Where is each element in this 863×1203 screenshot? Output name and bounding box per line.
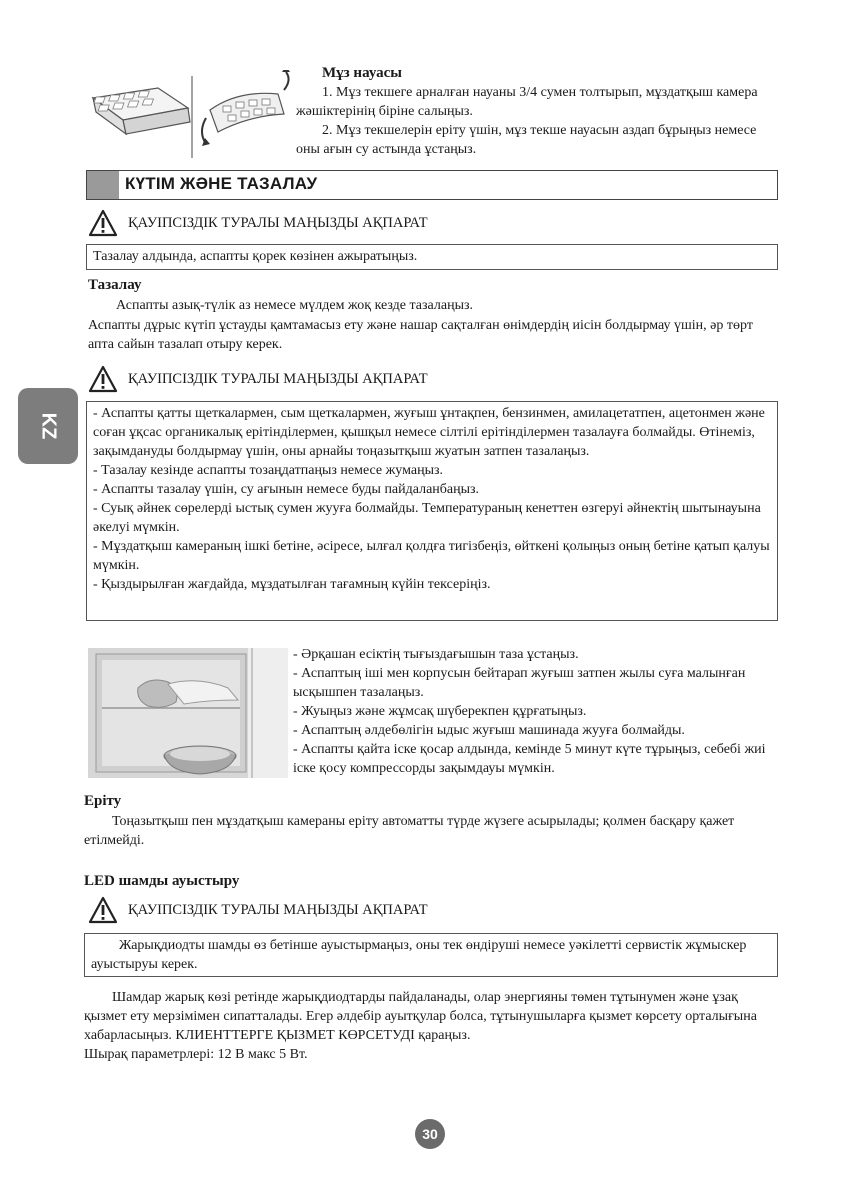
cleaning-heading: Тазалау — [88, 277, 142, 293]
language-tab-label: KZ — [37, 412, 60, 440]
warning-item: - Қыздырылған жағдайда, мұздатылған тағамның күйін тексеріңіз. — [93, 577, 491, 592]
language-side-tab — [18, 388, 78, 464]
warning-icon — [88, 896, 118, 924]
warning-item: - Аспапты тазалау үшін, су ағынын немесе буды пайдаланбаңыз. — [93, 482, 480, 497]
warning-item: - Мұздатқыш камераның ішкі бетіне, әсіресе, ылғал қолдға тигізбеңіз, өйткені қолыңыз оның бетіне қатып қалуы мүмкін. — [93, 539, 770, 573]
safety-warning-header-1 — [88, 206, 428, 240]
cleaning-tip: - Жуыңыз және жұмсақ шүберекпен құрғатыңыз. — [293, 704, 587, 719]
defrost-text: Тоңазытқыш пен мұздатқыш камераны еріту автоматты түрде жүзеге асырылады; қолмен басқару қажет етілмейді. — [84, 814, 735, 848]
section-title: КҮТІМ ЖӘНЕ ТАЗАЛАУ — [125, 174, 318, 193]
ice-tray-text — [296, 64, 776, 159]
ice-tray-title: Мұз науасы — [322, 65, 402, 81]
page-number: 30 — [415, 1119, 445, 1149]
safety-warning-box-2 — [86, 401, 778, 621]
safety-warning-box-1 — [86, 244, 778, 270]
led-heading: LED шамды ауыстыру — [84, 873, 240, 889]
safety-warning-label: ҚАУІПСІЗДІК ТУРАЛЫ МАҢЫЗДЫ АҚПАРАТ — [128, 901, 428, 918]
led-paragraph-1: Шамдар жарық көзі ретінде жарықдиодтарды пайдаланады, олар энергияны төмен тұтынумен және ұзақ қызмет ету мерзімімен сипатталады. Егер әлдебір ауытқулар болса, тұтынушыларға қызмет көрсету орталығына хабарласыңыз. КЛИЕНТТЕРГЕ ҚЫЗМЕТ КӨРСЕТУДІ қараңыз. — [84, 990, 757, 1043]
cleaning-tips-list — [293, 645, 779, 778]
section-heading-bar — [86, 170, 778, 200]
safety-warning-label: ҚАУІПСІЗДІК ТУРАЛЫ МАҢЫЗДЫ АҚПАРАТ — [128, 370, 428, 387]
cleaning-tip: - Аспаптың іші мен корпусын бейтарап жуғыш затпен жылы суға малынған ысқышпен тазалаңыз. — [293, 666, 746, 700]
safety-warning-text-1: Тазалау алдында, аспапты қорек көзінен ажыратыңыз. — [93, 249, 418, 264]
safety-warning-header-3 — [88, 893, 428, 927]
ice-tray-step-1: 1. Мұз текшеге арналған науаны 3/4 сумен толтырып, мұздатқыш камера жәшіктерінің біріне салыңыз. — [296, 85, 758, 119]
led-paragraph-2: Шырақ параметрлері: 12 В макс 5 Вт. — [84, 1047, 308, 1062]
cleaning-tip: - Аспаптың әлдебөлігін ыдыс жуғыш машинада жууға болмайды. — [293, 723, 685, 738]
cleaning-tip: - Әрқашан есіктің тығыздағышын таза ұстаңыз. — [293, 647, 579, 662]
cleaning-tip: - Аспапты қайта іске қосар алдында, кемінде 5 минут күте тұрыңыз, себебі жиі іске қосу компрессорды зақымдауы мүмкін. — [293, 742, 766, 776]
ice-tray-step-2: 2. Мұз текшелерін еріту үшін, мұз текше науасын аздап бұрыңыз немесе оны ағын су астында ұстаңыз. — [296, 123, 757, 157]
warning-icon — [88, 209, 118, 237]
safety-warning-box-3 — [84, 933, 778, 977]
warning-item: - Тазалау кезінде аспапты тозаңдатпаңыз немесе жумаңыз. — [93, 463, 444, 478]
section-marker — [87, 171, 119, 199]
warning-icon — [88, 365, 118, 393]
safety-warning-header-2 — [88, 362, 428, 396]
safety-warning-label: ҚАУІПСІЗДІК ТУРАЛЫ МАҢЫЗДЫ АҚПАРАТ — [128, 214, 428, 231]
warning-item: - Суық әйнек сөрелерді ыстық сумен жууға болмайды. Температураның кенеттен өзгеруі әйнектің шытынауына әкелуі мүмкін. — [93, 501, 761, 535]
cleaning-paragraph-2: Аспапты дұрыс күтіп ұстауды қамтамасыз ету және нашар сақталған өнімдердің иісін болдырмау үшін, әр төрт апта сайын тазалап отыру керек. — [88, 318, 753, 352]
ice-tray-illustration — [88, 70, 298, 160]
warning-item: - Аспапты қатты щеткалармен, сым щеткалармен, жуғыш ұнтақпен, бензинмен, амилацетатпен, ацетонмен және соған ұқсас органикалық ерітінділермен, қышқыл немесе сілтілі ерітінділермен тазалауға болмайды. Өтінеміз, зақымдануды болдырмау үшін, оны арнайы тоңазытқыш жуатын затпен тазалаңыз. — [93, 406, 765, 459]
cleaning-illustration — [88, 648, 288, 778]
defrost-heading: Еріту — [84, 793, 122, 809]
cleaning-paragraph-1: Аспапты азық-түлік аз немесе мүлдем жоқ кезде тазалаңыз. — [116, 298, 474, 313]
led-warning-text: Жарықдиодты шамды өз бетінше ауыстырмаңыз, оны тек өндіруші немесе уәкілетті сервистік жұмыскер ауыстыруы керек. — [91, 938, 747, 972]
